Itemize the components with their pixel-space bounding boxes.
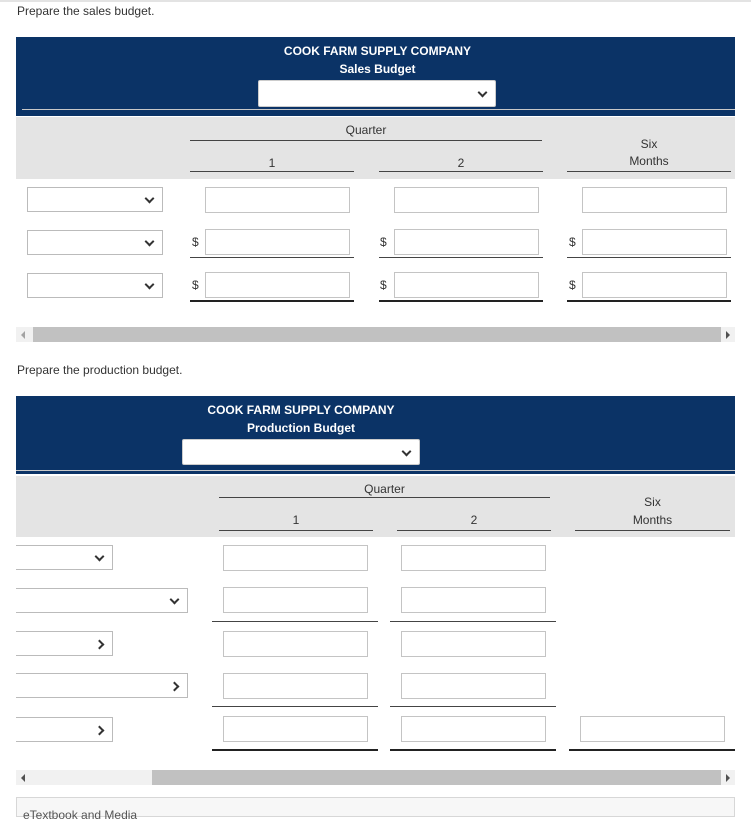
- chevron-down-icon: [145, 237, 155, 247]
- sales-company-name: COOK FARM SUPPLY COMPANY: [283, 44, 472, 58]
- sales-horizontal-scrollbar[interactable]: [16, 327, 735, 342]
- chevron-down-icon: [145, 194, 155, 204]
- col-underline: [379, 171, 543, 172]
- production-header: [16, 396, 735, 474]
- row-underline: [212, 621, 378, 622]
- production-row-5-q2-input[interactable]: [401, 716, 546, 742]
- dollar-sign: $: [569, 278, 576, 292]
- production-row-5-select[interactable]: [16, 717, 113, 742]
- scrollbar-thumb[interactable]: [33, 327, 721, 342]
- sales-row-2-select[interactable]: [27, 230, 163, 255]
- production-budget-title: Production Budget: [247, 421, 355, 435]
- chevron-down-icon: [478, 88, 488, 98]
- total-underline: [567, 300, 731, 302]
- chevron-down-icon: [170, 595, 180, 605]
- dollar-sign: $: [380, 278, 387, 292]
- sales-row-2-q1-input[interactable]: [205, 229, 350, 255]
- sales-row-2-q2-input[interactable]: [394, 229, 539, 255]
- sales-six-label-line1: Six: [640, 137, 658, 151]
- dollar-sign: $: [192, 235, 199, 249]
- sales-row-1-six-input[interactable]: [582, 187, 727, 213]
- total-underline: [390, 749, 556, 751]
- col-underline: [190, 171, 354, 172]
- top-divider: [0, 0, 751, 2]
- col-underline: [397, 530, 551, 531]
- header-rule: [16, 470, 735, 471]
- dollar-sign: $: [380, 235, 387, 249]
- row-underline: [379, 257, 543, 258]
- sales-quarter-label: Quarter: [345, 123, 387, 137]
- production-row-1-select[interactable]: [16, 545, 113, 570]
- production-row-1-q1-input[interactable]: [223, 545, 368, 571]
- production-col-2-label: 2: [470, 513, 478, 527]
- chevron-down-icon: [95, 552, 105, 562]
- production-six-label-line2: Months: [632, 513, 673, 527]
- sales-six-label-line2: Months: [629, 154, 669, 168]
- row-underline: [190, 257, 354, 258]
- chevron-right-icon: [95, 640, 105, 650]
- production-row-4-q1-input[interactable]: [223, 673, 368, 699]
- quarter-underline: [190, 140, 542, 141]
- production-col-1-label: 1: [292, 513, 300, 527]
- chevron-down-icon: [145, 280, 155, 290]
- sales-row-1-q2-input[interactable]: [394, 187, 539, 213]
- production-horizontal-scrollbar[interactable]: [16, 770, 735, 785]
- sales-budget-title: Sales Budget: [339, 62, 416, 76]
- row-underline: [567, 257, 731, 258]
- production-quarter-label: Quarter: [364, 482, 405, 496]
- production-period-select[interactable]: [182, 439, 420, 465]
- sales-period-select[interactable]: [258, 80, 496, 107]
- scroll-right-arrow-icon[interactable]: [726, 774, 730, 782]
- col-underline: [219, 530, 373, 531]
- sales-col-1-label: 1: [268, 156, 276, 170]
- production-row-3-q1-input[interactable]: [223, 631, 368, 657]
- sales-row-1-select[interactable]: [27, 187, 163, 212]
- header-rule: [22, 109, 735, 110]
- sales-col-2-label: 2: [457, 156, 465, 170]
- dollar-sign: $: [192, 278, 199, 292]
- scroll-left-arrow-icon[interactable]: [21, 331, 25, 339]
- scrollbar-thumb[interactable]: [152, 770, 721, 785]
- sales-row-3-q2-input[interactable]: [394, 272, 539, 298]
- chevron-right-icon: [170, 682, 180, 692]
- col-underline: [575, 530, 730, 531]
- total-underline: [212, 749, 378, 751]
- production-row-2-q2-input[interactable]: [401, 587, 546, 613]
- etextbook-media-tab[interactable]: [16, 797, 735, 822]
- production-row-4-select[interactable]: [16, 673, 188, 698]
- col-underline: [567, 171, 731, 172]
- sales-row-3-q1-input[interactable]: [205, 272, 350, 298]
- production-row-2-select[interactable]: [16, 588, 188, 613]
- total-underline: [190, 300, 354, 302]
- production-row-4-q2-input[interactable]: [401, 673, 546, 699]
- total-underline: [569, 749, 735, 751]
- scroll-left-arrow-icon[interactable]: [21, 774, 25, 782]
- production-row-5-six-input[interactable]: [580, 716, 725, 742]
- sales-row-2-six-input[interactable]: [582, 229, 727, 255]
- row-underline: [212, 706, 378, 707]
- sales-header: [16, 37, 735, 116]
- production-company-name: COOK FARM SUPPLY COMPANY: [207, 403, 395, 417]
- sales-row-3-select[interactable]: [27, 273, 163, 298]
- sales-row-3-six-input[interactable]: [582, 272, 727, 298]
- production-row-5-q1-input[interactable]: [223, 716, 368, 742]
- row-underline: [390, 706, 556, 707]
- production-row-3-q2-input[interactable]: [401, 631, 546, 657]
- sales-prompt: Prepare the sales budget.: [17, 4, 155, 18]
- row-underline: [390, 621, 556, 622]
- quarter-underline: [219, 497, 550, 498]
- production-row-3-select[interactable]: [16, 631, 113, 656]
- production-row-1-q2-input[interactable]: [401, 545, 546, 571]
- chevron-right-icon: [95, 726, 105, 736]
- production-prompt: Prepare the production budget.: [17, 363, 183, 377]
- production-row-2-q1-input[interactable]: [223, 587, 368, 613]
- chevron-down-icon: [402, 447, 412, 457]
- sales-row-1-q1-input[interactable]: [205, 187, 350, 213]
- production-six-label-line1: Six: [644, 495, 661, 509]
- total-underline: [379, 300, 543, 302]
- scroll-right-arrow-icon[interactable]: [726, 331, 730, 339]
- dollar-sign: $: [569, 235, 576, 249]
- etextbook-media-label: eTextbook and Media: [23, 808, 138, 822]
